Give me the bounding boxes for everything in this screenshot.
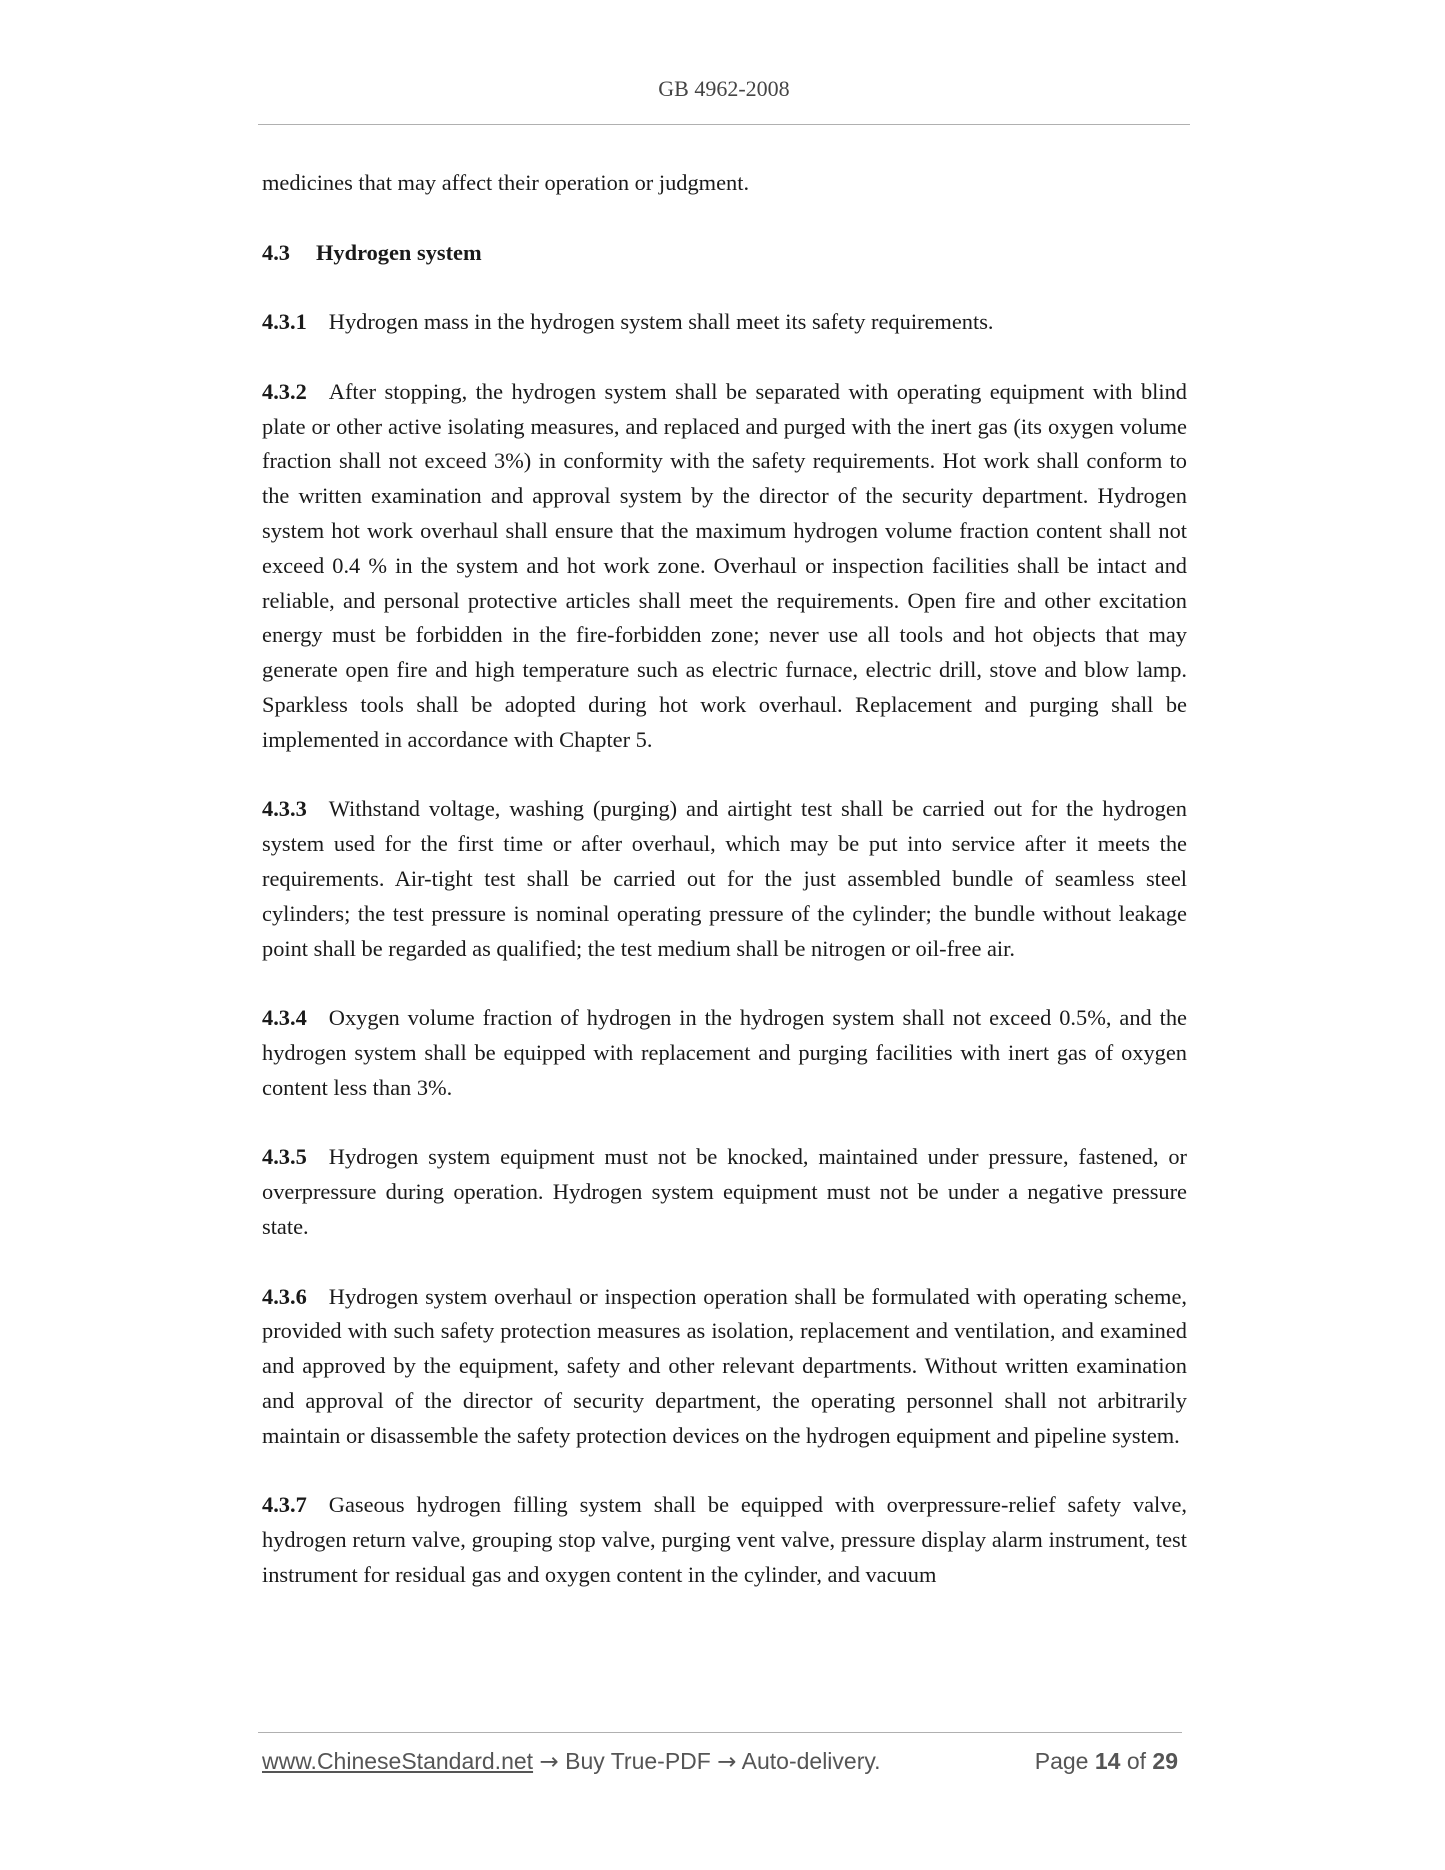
- page-total: 29: [1152, 1748, 1178, 1774]
- page-footer: [262, 1748, 1182, 1782]
- footer-divider: [258, 1732, 1182, 1733]
- clause-text: Oxygen volume fraction of hydrogen in the hydrogen system shall not exceed 0.5%, and the hydrogen system shall be equipped with replacement and purging facilities with inert gas of oxygen content less than 3%.: [262, 1005, 1187, 1100]
- page-label: Page: [1034, 1748, 1089, 1774]
- document-body: [262, 166, 1187, 1627]
- clause-4-3-2: [262, 375, 1187, 758]
- buy-pdf-text: Buy True-PDF: [565, 1748, 711, 1774]
- clause-4-3-3: [262, 792, 1187, 966]
- clause-text: After stopping, the hydrogen system shall be separated with operating equipment with blind plate or other active isolating measures, and replaced and purged with the inert gas (its oxygen volume fraction shall not exceed 3%) in conformity with the safety requirements. Hot work shall conform to the written examination and approval system by the director of the security department. Hydrogen system hot work overhaul shall ensure that the maximum hydrogen volume fraction content shall not exceed 0.4 % in the system and hot work zone. Overhaul or inspection facilities shall be intact and reliable, and personal protective articles shall meet the requirements. Open fire and other excitation energy must be forbidden in the fire-forbidden zone; never use all tools and hot objects that may generate open fire and high temperature such as electric furnace, electric drill, stove and blow lamp. Sparkless tools shall be adopted during hot work overhaul. Replacement and purging shall be implemented in accordance with Chapter 5.: [262, 378, 1187, 752]
- clause-text: Withstand voltage, washing (purging) and airtight test shall be carried out for the hydrogen system used for the first time or after overhaul, which may be put into service after it meets the requirements. Air-tight test shall be carried out for the just assembled bundle of seamless steel cylinders; the test pressure is nominal operating pressure of the cylinder; the bundle without leakage point shall be regarded as qualified; the test medium shall be nitrogen or oil-free air.: [262, 796, 1187, 961]
- clause-text: Gaseous hydrogen filling system shall be equipped with overpressure-relief safety valve, hydrogen return valve, grouping stop valve, purging vent valve, pressure display alarm instrument, test instrument for residual gas and oxygen content in the cylinder, and vacuum: [262, 1492, 1187, 1587]
- clause-number: 4.3.4: [262, 1005, 307, 1031]
- clause-number: 4.3.3: [262, 796, 307, 822]
- clause-number: 4.3.5: [262, 1144, 307, 1170]
- auto-delivery-text: Auto-delivery.: [741, 1748, 881, 1774]
- page-header: GB 4962-2008: [658, 76, 790, 101]
- page-current: 14: [1094, 1748, 1121, 1774]
- site-link[interactable]: www.ChineseStandard.net: [262, 1748, 534, 1774]
- clause-4-3-1: [262, 305, 1187, 340]
- footer-promo: [262, 1748, 881, 1775]
- clause-text: Hydrogen system equipment must not be knocked, maintained under pressure, fastened, or overpressure during operation. Hydrogen system equipment must not be under a negative pressure state.: [262, 1144, 1187, 1239]
- clause-number: 4.3.7: [262, 1492, 307, 1518]
- section-number: 4.3: [262, 239, 290, 265]
- page-indicator: [1035, 1748, 1178, 1775]
- clause-text: Hydrogen mass in the hydrogen system shall meet its safety requirements.: [328, 309, 994, 335]
- clause-number: 4.3.1: [262, 309, 307, 335]
- intro-line: medicines that may affect their operation or judgment.: [262, 170, 750, 195]
- clause-text: Hydrogen system overhaul or inspection operation shall be formulated with operating scheme, provided with such safety protection measures as isolation, replacement and ventilation, and examined and approved by the equipment, safety and other relevant departments. Without written examination and approval of the director of security department, the operating personnel shall not arbitrarily maintain or disassemble the safety protection devices on the hydrogen equipment and pipeline system.: [262, 1283, 1187, 1448]
- clause-number: 4.3.2: [262, 378, 307, 404]
- section-title: Hydrogen system: [316, 239, 482, 265]
- clause-4-3-7: [262, 1488, 1187, 1592]
- clause-4-3-4: [262, 1001, 1187, 1105]
- clause-number: 4.3.6: [262, 1283, 307, 1309]
- section-heading: [262, 236, 1187, 271]
- header-divider: [258, 124, 1190, 125]
- arrow-right-icon: →: [539, 1749, 559, 1775]
- clause-4-3-5: [262, 1140, 1187, 1244]
- of-label: of: [1126, 1748, 1147, 1774]
- arrow-right-icon: →: [717, 1749, 737, 1775]
- clause-4-3-6: [262, 1280, 1187, 1454]
